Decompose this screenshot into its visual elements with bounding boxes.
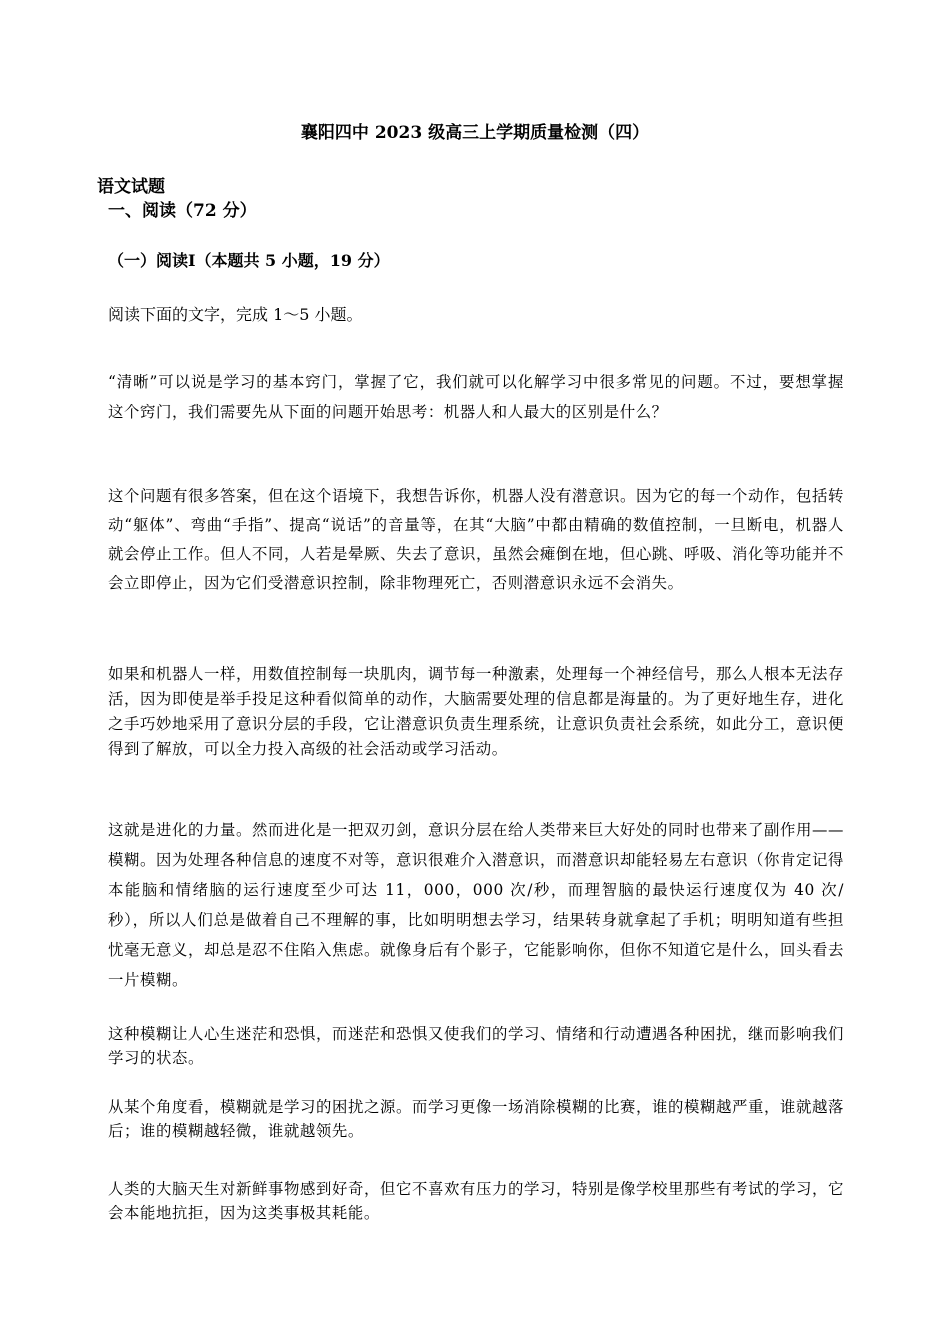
subsection-heading: （一）阅读I（本题共 5 小题，19 分）: [108, 251, 390, 270]
passage-paragraph-6: 从某个角度看，模糊就是学习的困扰之源。而学习更像一场消除模糊的比赛，谁的模糊越严重，谁就越落后；谁的模糊越轻微，谁就越领先。: [108, 1098, 844, 1140]
section-heading: 一、阅读（72 分）: [108, 201, 257, 221]
passage-paragraph-1: “清晰”可以说是学习的基本窍门，掌握了它，我们就可以化解学习中很多常见的问题。不过，要想掌握这个窍门，我们需要先从下面的问题开始思考：机器人和人最大的区别是什么？: [108, 373, 844, 421]
exam-title: 襄阳四中 2023 级高三上学期质量检测（四）: [300, 123, 650, 143]
passage-paragraph-2: 这个问题有很多答案，但在这个语境下，我想告诉你，机器人没有潜意识。因为它的每一个动作，包括转动“躯体”、弯曲“手指”、提高“说话”的音量等，在其“大脑”中都由精确的数值控制，一旦断电，机器人就会停止工作。但人不同，人若是晕厥、失去了意识，虽然会瘫倒在地，但心跳、呼吸、消化等功能并不会立即停止，因为它们受潜意识控制，除非物理死亡，否则潜意识永远不会消失。: [108, 487, 844, 592]
reading-instruction: 阅读下面的文字，完成 1～5 小题。: [108, 305, 363, 324]
passage-paragraph-7: 人类的大脑天生对新鲜事物感到好奇，但它不喜欢有压力的学习，特别是像学校里那些有考试的学习，它会本能地抗拒，因为这类事极其耗能。: [108, 1180, 844, 1222]
passage-paragraph-3: 如果和机器人一样，用数值控制每一块肌肉，调节每一种激素，处理每一个神经信号，那么人根本无法存活，因为即使是举手投足这种看似简单的动作，大脑需要处理的信息都是海量的。为了更好地生存，进化之手巧妙地采用了意识分层的手段，它让潜意识负责生理系统，让意识负责社会系统，如此分工，意识便得到了解放，可以全力投入高级的社会活动或学习活动。: [108, 665, 844, 758]
passage-paragraph-5: 这种模糊让人心生迷茫和恐惧，而迷茫和恐惧又使我们的学习、情绪和行动遭遇各种困扰，继而影响我们学习的状态。: [108, 1025, 844, 1067]
subject-heading: 语文试题: [97, 177, 165, 197]
passage-paragraph-4: 这就是进化的力量。然而进化是一把双刃剑，意识分层在给人类带来巨大好处的同时也带来了副作用——模糊。因为处理各种信息的速度不对等，意识很难介入潜意识，而潜意识却能轻易左右意识（你肯定记得本能脑和情绪脑的运行速度至少可达 11，000，000 次/秒，而理智脑的最快运行速度仅为 40 次/秒），所以人们总是做着自己不理解的事，比如明明想去学习，结果转身就拿起了手机；明明知道有些担忧毫无意义，却总是忍不住陷入焦虑。就像身后有个影子，它能影响你，但你不知道它是什么，回头看去一片模糊。: [108, 821, 844, 989]
